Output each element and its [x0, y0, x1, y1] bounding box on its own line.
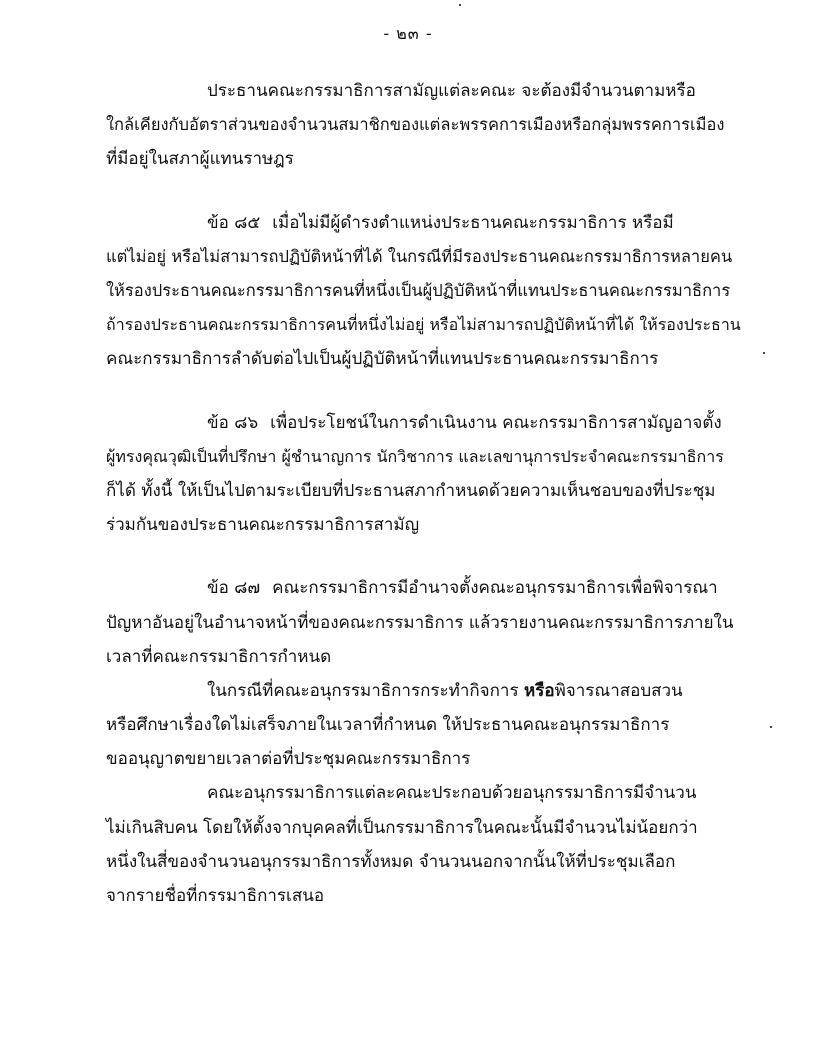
paragraph-line: ไม่เกินสิบคน โดยให้ตั้งจากบุคคลที่เป็นกรรมาธิการในคณะนั้นมีจำนวนไม่น้อยกว่า [106, 818, 698, 838]
article-number: ข้อ ๘๗ [207, 578, 261, 598]
article-85-first-line [207, 212, 674, 234]
paragraph-line: ประธานคณะกรรมาธิการสามัญแต่ละคณะ จะต้องมีจำนวนตามหรือ [207, 81, 696, 101]
article-86-first-line [207, 412, 722, 434]
paragraph-text: เมื่อไม่มีผู้ดำรงตำแหน่งประธานคณะกรรมาธิการ หรือมี [272, 213, 674, 233]
paragraph-text: ในกรณีที่คณะอนุกรรมาธิการกระทำกิจการ [207, 681, 519, 701]
paragraph-line: คณะกรรมาธิการลำดับต่อไปเป็นผู้ปฏิบัติหน้าที่แทนประธานคณะกรรมาธิการ [106, 349, 659, 369]
paragraph-line: ก็ได้ ทั้งนี้ ให้เป็นไปตามระเบียบที่ประธานสภากำหนดด้วยความเห็นชอบของที่ประชุม [106, 481, 716, 501]
paragraph-line: ร่วมกันของประธานคณะกรรมาธิการสามัญ [106, 515, 420, 535]
bold-text: หรือ [524, 681, 555, 701]
article-number: ข้อ ๘๖ [207, 413, 259, 433]
paragraph-line: ปัญหาอันอยู่ในอำนาจหน้าที่ของคณะกรรมาธิการ แล้วรายงานคณะกรรมาธิการภายใน [106, 613, 734, 633]
paragraph-line: ถ้ารองประธานคณะกรรมาธิการคนที่หนึ่งไม่อยู่ หรือไม่สามารถปฏิบัติหน้าที่ได้ ให้รองประธาน [106, 315, 741, 334]
paragraph-line: แต่ไม่อยู่ หรือไม่สามารถปฏิบัติหน้าที่ได้ ในกรณีที่มีรองประธานคณะกรรมาธิการหลายคน [106, 247, 733, 266]
paragraph-line: คณะอนุกรรมาธิการแต่ละคณะประกอบด้วยอนุกรรมาธิการมีจำนวน [207, 783, 697, 803]
paragraph-line: ที่มีอยู่ในสภาผู้แทนราษฎร [106, 149, 294, 169]
paragraph-line: ให้รองประธานคณะกรรมาธิการคนที่หนึ่งเป็นผู้ปฏิบัติหน้าที่แทนประธานคณะกรรมาธิการ [106, 281, 731, 300]
scan-speck [459, 4, 461, 6]
article-number: ข้อ ๘๕ [207, 213, 261, 233]
scan-speck [770, 726, 772, 728]
scan-speck [763, 352, 765, 354]
paragraph-text: เพื่อประโยชน์ในการดำเนินงาน คณะกรรมาธิการสามัญอาจตั้ง [270, 413, 722, 433]
paragraph-line: เวลาที่คณะกรรมาธิการกำหนด [106, 647, 332, 667]
paragraph-line: หรือศึกษาเรื่องใดไม่เสร็จภายในเวลาที่กำหนด ให้ประธานคณะอนุกรรมาธิการ [106, 715, 670, 735]
paragraph-first-line [207, 680, 683, 702]
paragraph-line: หนึ่งในสี่ของจำนวนอนุกรรมาธิการทั้งหมด จำนวนนอกจากนั้นให้ที่ประชุมเลือก [106, 852, 676, 872]
page-number: - ๒๓ - [383, 24, 433, 43]
paragraph-line: จากรายชื่อที่กรรมาธิการเสนอ [106, 886, 325, 906]
paragraph-text: พิจารณาสอบสวน [554, 681, 683, 701]
paragraph-text: คณะกรรมาธิการมีอำนาจตั้งคณะอนุกรรมาธิการเพื่อพิจารณา [272, 578, 718, 598]
article-87-first-line [207, 577, 718, 599]
paragraph-line: ขออนุญาตขยายเวลาต่อที่ประชุมคณะกรรมาธิการ [106, 749, 471, 769]
paragraph-line: ใกล้เคียงกับอัตราส่วนของจำนวนสมาชิกของแต่ละพรรคการเมืองหรือกลุ่มพรรคการเมือง [106, 115, 725, 134]
paragraph-line: ผู้ทรงคุณวุฒิเป็นที่ปรึกษา ผู้ชำนาญการ นักวิชาการ และเลขานุการประจำคณะกรรมาธิการ [106, 447, 724, 466]
